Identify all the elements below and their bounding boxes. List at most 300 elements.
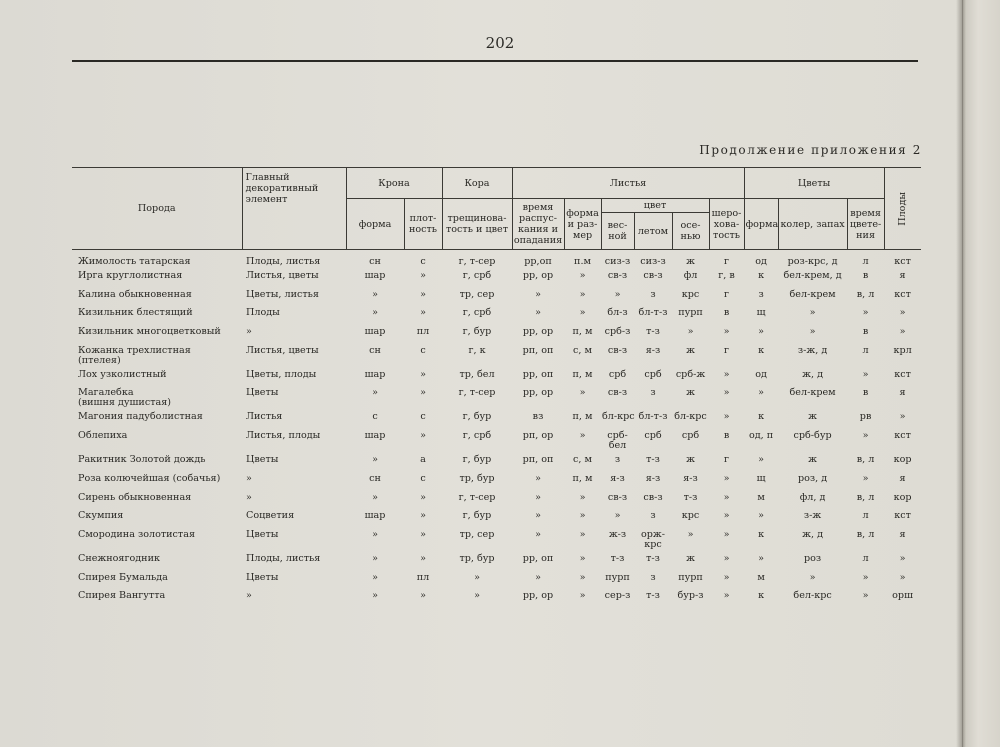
cell-vremya: рр, оп xyxy=(522,368,554,380)
cell-vremya-cveteniya: л xyxy=(862,552,869,564)
cell-vesnoy: бл-крс xyxy=(602,411,635,423)
cell-poroda: Кизильник блестящий xyxy=(78,307,193,319)
cell-vremya-cveteniya: » xyxy=(862,472,869,484)
cell-sherohovatost: » xyxy=(723,571,730,583)
cell-vremya: рр, оп xyxy=(522,552,554,564)
cell-vesnoy: пурп xyxy=(605,571,630,583)
cell-vremya-cveteniya: в xyxy=(862,387,869,399)
cell-plody: » xyxy=(899,326,906,338)
cell-vremya-cveteniya: в xyxy=(862,270,869,281)
cell-krona-forma: шар xyxy=(364,510,386,522)
cell-element: Цветы xyxy=(246,571,279,583)
cell-plody: » xyxy=(899,411,906,423)
cell-sherohovatost: в xyxy=(723,307,730,319)
cell-cvety-forma: » xyxy=(758,552,765,564)
cell-cvety-forma: щ xyxy=(756,307,766,319)
cell-osenyu: » xyxy=(687,528,694,540)
cell-krona-plotnost: » xyxy=(420,288,426,300)
cell-sherohovatost: г, в xyxy=(718,270,735,281)
cell-koler: бел-крс xyxy=(793,590,832,602)
cell-krona-plotnost: » xyxy=(420,430,426,442)
table-row xyxy=(72,431,921,455)
cell-vesnoy: я-з xyxy=(610,472,625,484)
cell-krona-plotnost: с xyxy=(420,344,426,356)
cell-krona-plotnost: » xyxy=(420,368,426,380)
cell-forma-razmer: » xyxy=(579,510,586,522)
cell-sherohovatost: г xyxy=(724,454,730,466)
table-row xyxy=(72,346,921,370)
cell-koler: » xyxy=(809,571,816,583)
cell-letom: св-з xyxy=(643,270,663,281)
header-listya: Листья xyxy=(512,168,744,199)
cell-element: Соцветия xyxy=(246,510,295,522)
cell-poroda: Ракитник Золотой дождь xyxy=(78,454,206,466)
cell-cvety-forma: » xyxy=(758,454,765,466)
cell-koler: роз xyxy=(804,552,822,564)
cell-sherohovatost: » xyxy=(723,510,730,522)
cell-osenyu: » xyxy=(687,326,694,338)
cell-krona-forma: сн xyxy=(369,472,381,484)
cell-vesnoy: » xyxy=(614,288,621,300)
cell-vesnoy: ж-з xyxy=(608,528,627,540)
cell-osenyu: срб-ж xyxy=(675,368,706,380)
cell-vremya: вз xyxy=(532,411,544,423)
cell-forma-razmer: п, м xyxy=(572,472,593,484)
page-number: 202 xyxy=(485,34,515,52)
cell-cvety-forma: од, п xyxy=(748,430,774,442)
cell-vremya: рп, оп xyxy=(522,454,554,466)
cell-cvety-forma: м xyxy=(757,571,765,583)
cell-koler: з-ж, д xyxy=(797,344,828,356)
cell-forma-razmer: п.м xyxy=(574,256,591,267)
cell-poroda: Калина обыкновенная xyxy=(78,288,192,300)
table-row xyxy=(72,308,921,327)
cell-vremya: » xyxy=(535,571,541,583)
cell-krona-plotnost: пл xyxy=(416,326,430,338)
cell-plody: кст xyxy=(894,256,911,267)
cell-poroda: Облепиха xyxy=(78,430,128,442)
cell-kora: г, бур xyxy=(462,454,492,466)
cell-letom: сиз-з xyxy=(640,256,666,267)
cell-kora: » xyxy=(474,590,480,602)
cell-koler: з-ж xyxy=(803,510,822,522)
cell-letom: з xyxy=(650,288,656,300)
cell-vremya: » xyxy=(535,288,541,300)
book-binding xyxy=(956,0,966,747)
header-koler-zapah: колер, запах xyxy=(778,199,847,250)
cell-vremya-cveteniya: » xyxy=(862,430,869,442)
cell-krona-plotnost: » xyxy=(420,528,426,540)
cell-krona-plotnost: » xyxy=(420,590,426,602)
cell-cvety-forma: од xyxy=(755,368,767,380)
cell-krona-forma: » xyxy=(372,454,378,466)
cell-poroda: Снежноягодник xyxy=(78,552,160,564)
cell-letom: я-з xyxy=(645,344,661,356)
header-krona-forma: форма xyxy=(346,199,404,250)
cell-element: » xyxy=(246,491,252,503)
cell-cvety-forma: » xyxy=(758,510,765,522)
cell-sherohovatost: г xyxy=(724,344,730,356)
cell-forma-razmer: » xyxy=(579,387,586,399)
cell-letom: орж- крс xyxy=(641,528,665,550)
cell-vremya-cveteniya: » xyxy=(862,368,869,380)
cell-vesnoy: т-з xyxy=(610,552,625,564)
cell-vesnoy: » xyxy=(614,510,621,522)
cell-kora: г, т-сер xyxy=(458,491,496,503)
cell-vremya: рр,оп xyxy=(524,256,552,267)
cell-element: Плоды, листья xyxy=(246,256,321,267)
cell-krona-forma: » xyxy=(372,552,378,564)
header-osenyu: осе-нью xyxy=(672,213,709,250)
cell-letom: бл-т-з xyxy=(638,307,668,319)
cell-vremya: рп, оп xyxy=(522,344,554,356)
cell-krona-plotnost: а xyxy=(420,454,426,466)
cell-plody: кст xyxy=(894,510,911,522)
table-row xyxy=(72,591,921,609)
cell-krona-forma: » xyxy=(372,491,378,503)
cell-cvety-forma: » xyxy=(758,387,765,399)
cell-vremya: рп, ор xyxy=(522,430,554,442)
header-sherohovatost: шеро-хова-тость xyxy=(709,199,744,250)
species-table xyxy=(72,167,921,609)
cell-vremya: » xyxy=(535,528,541,540)
cell-kora: г, т-сер xyxy=(458,256,496,267)
cell-poroda: Магония падуболистная xyxy=(78,411,203,423)
cell-plody: кст xyxy=(894,368,911,380)
cell-cvety-forma: к xyxy=(758,528,765,540)
cell-forma-razmer: с, м xyxy=(573,344,592,356)
cell-cvety-forma: к xyxy=(758,344,765,356)
cell-krona-plotnost: » xyxy=(420,552,426,564)
cell-forma-razmer: » xyxy=(579,491,586,503)
cell-krona-forma: » xyxy=(372,307,378,319)
cell-forma-razmer: » xyxy=(579,270,586,281)
cell-krona-forma: шар xyxy=(364,326,386,338)
cell-element: Листья, плоды xyxy=(246,430,321,442)
cell-forma-razmer: » xyxy=(579,590,586,602)
cell-sherohovatost: » xyxy=(723,411,730,423)
cell-element: Цветы xyxy=(246,387,279,399)
cell-koler: » xyxy=(809,307,816,319)
header-cvety: Цветы xyxy=(744,168,884,199)
cell-vesnoy: св-з xyxy=(607,344,628,356)
header-vremya-cveteniya: время цвете-ния xyxy=(847,199,884,250)
cell-koler: срб-бур xyxy=(793,430,832,442)
cell-sherohovatost: в xyxy=(723,430,730,442)
cell-koler: » xyxy=(809,326,816,338)
cell-sherohovatost: » xyxy=(723,387,730,399)
cell-poroda: Ирга круглолистная xyxy=(78,270,183,281)
cell-krona-forma: сн xyxy=(369,256,381,267)
cell-osenyu: бур-з xyxy=(677,590,704,602)
cell-poroda: Сирень обыкновенная xyxy=(78,491,192,503)
next-page-edge xyxy=(962,0,1000,747)
cell-cvety-forma: щ xyxy=(756,472,766,484)
table-row xyxy=(72,530,921,554)
cell-poroda: Скумпия xyxy=(78,510,124,522)
table-row xyxy=(72,493,921,512)
cell-krona-forma: сн xyxy=(369,344,381,356)
cell-forma-razmer: с, м xyxy=(573,454,592,466)
cell-plody: крл xyxy=(893,344,912,356)
cell-kora: тр, сер xyxy=(459,288,495,300)
cell-cvety-forma: к xyxy=(758,270,765,281)
cell-plody: кор xyxy=(893,491,912,503)
cell-vesnoy: срб- бел xyxy=(607,430,628,452)
cell-letom: срб xyxy=(644,368,662,380)
table-row xyxy=(72,370,921,389)
cell-vremya: » xyxy=(535,307,541,319)
cell-poroda: Кожанка трехлистная (птелея) xyxy=(78,344,191,366)
cell-poroda: Роза колючейшая (собачья) xyxy=(78,472,221,484)
cell-element: » xyxy=(246,326,252,338)
cell-vremya-cveteniya: л xyxy=(862,510,869,522)
cell-koler: фл, д xyxy=(799,491,826,503)
cell-element: Плоды xyxy=(246,307,280,319)
table-row xyxy=(72,388,921,412)
cell-osenyu: ж xyxy=(686,387,695,399)
cell-krona-plotnost: с xyxy=(420,411,426,423)
cell-vremya: » xyxy=(535,472,541,484)
cell-element: Листья, цветы xyxy=(246,344,319,356)
cell-osenyu: бл-крс xyxy=(674,411,707,423)
cell-letom: св-з xyxy=(643,491,663,503)
cell-letom: з xyxy=(650,510,656,522)
cell-vesnoy: срб xyxy=(608,368,627,380)
cell-sherohovatost: » xyxy=(723,368,730,380)
cell-koler: ж, д xyxy=(802,528,823,540)
cell-osenyu: срб xyxy=(681,430,700,442)
cell-vremya: рр, ор xyxy=(522,326,554,338)
cell-plody: я xyxy=(899,387,906,399)
cell-kora: г, срб xyxy=(462,430,492,442)
cell-forma-razmer: » xyxy=(579,307,586,319)
cell-vremya: » xyxy=(535,491,541,503)
cell-element: Цветы xyxy=(246,528,279,540)
table-row xyxy=(72,290,921,309)
cell-osenyu: я-з xyxy=(683,472,698,484)
cell-plody: кор xyxy=(893,454,912,466)
cell-poroda: Жимолость татарская xyxy=(78,256,191,267)
cell-vesnoy: св-з xyxy=(607,491,628,503)
cell-sherohovatost: » xyxy=(723,552,730,564)
cell-letom: я-з xyxy=(645,472,661,484)
cell-plody: » xyxy=(899,307,906,319)
cell-koler: бел-крем xyxy=(789,288,836,300)
cell-kora: г, бур xyxy=(462,510,492,522)
header-cvety-forma: форма xyxy=(744,199,778,250)
cell-letom: т-з xyxy=(646,454,660,466)
cell-krona-forma: » xyxy=(372,387,378,399)
cell-vesnoy: бл-з xyxy=(607,307,628,319)
cell-letom: срб xyxy=(644,430,662,442)
cell-krona-plotnost: » xyxy=(420,491,426,503)
cell-element: Цветы, листья xyxy=(246,288,319,300)
cell-poroda: Спирея Вангутта xyxy=(78,590,166,602)
cell-vremya-cveteniya: в xyxy=(862,326,869,338)
cell-element: » xyxy=(246,472,252,484)
cell-element: » xyxy=(246,590,252,602)
cell-vremya: » xyxy=(535,510,541,522)
cell-forma-razmer: » xyxy=(579,430,586,442)
cell-vremya: рр, ор xyxy=(522,590,554,602)
header-poroda: Порода xyxy=(72,168,242,250)
cell-osenyu: крс xyxy=(681,510,700,522)
cell-kora: » xyxy=(474,571,480,583)
cell-forma-razmer: п, м xyxy=(572,368,593,380)
cell-plody: кст xyxy=(894,288,911,300)
header-krona-plotnost: плот-ность xyxy=(404,199,442,250)
header-kora-treschinovatost: трещинова-тость и цвет xyxy=(442,199,512,250)
cell-cvety-forma: » xyxy=(758,326,765,338)
cell-letom: т-з xyxy=(646,552,660,564)
cell-krona-plotnost: » xyxy=(420,510,426,522)
cell-vremya-cveteniya: в, л xyxy=(856,454,875,466)
cell-plody: » xyxy=(899,552,906,564)
cell-letom: т-з xyxy=(646,326,660,338)
cell-sherohovatost: » xyxy=(723,590,730,602)
cell-vesnoy: сер-з xyxy=(604,590,631,602)
cell-osenyu: ж xyxy=(686,552,695,564)
header-cvet: цвет xyxy=(601,199,709,213)
cell-kora: г, бур xyxy=(462,326,492,338)
table-row xyxy=(72,511,921,530)
cell-cvety-forma: од xyxy=(755,256,767,267)
table-row xyxy=(72,573,921,592)
cell-vesnoy: св-з xyxy=(607,270,628,281)
cell-kora: тр, бур xyxy=(459,552,495,564)
cell-krona-plotnost: » xyxy=(420,270,426,281)
cell-vremya-cveteniya: л xyxy=(862,344,869,356)
cell-koler: ж xyxy=(808,454,817,466)
header-element: Главный декоративный элемент xyxy=(242,168,346,250)
cell-vremya-cveteniya: рв xyxy=(859,411,872,423)
cell-vremya-cveteniya: » xyxy=(862,307,869,319)
cell-koler: бел-крем, д xyxy=(783,270,842,281)
cell-sherohovatost: » xyxy=(723,326,730,338)
header-forma-razmer: форма и раз-мер xyxy=(564,199,601,250)
cell-koler: бел-крем xyxy=(789,387,836,399)
cell-kora: г, бур xyxy=(462,411,492,423)
cell-plody: я xyxy=(899,270,906,281)
cell-kora: г, срб xyxy=(462,270,492,281)
cell-krona-plotnost: » xyxy=(420,387,426,399)
cell-vremya-cveteniya: » xyxy=(862,590,869,602)
cell-vremya-cveteniya: » xyxy=(862,571,869,583)
cell-kora: тр, сер xyxy=(459,528,495,540)
cell-osenyu: ж xyxy=(686,344,695,356)
cell-letom: бл-т-з xyxy=(638,411,668,423)
cell-krona-plotnost: » xyxy=(420,307,426,319)
cell-osenyu: крс xyxy=(681,288,700,300)
cell-krona-forma: » xyxy=(372,288,378,300)
cell-sherohovatost: » xyxy=(723,528,730,540)
cell-vremya: рр, ор xyxy=(522,270,554,281)
cell-koler: ж xyxy=(808,411,817,423)
cell-plody: орш xyxy=(892,590,913,602)
cell-sherohovatost: г xyxy=(724,288,730,300)
cell-koler: роз, д xyxy=(798,472,828,484)
header-plody xyxy=(884,168,921,250)
cell-osenyu: ж xyxy=(686,256,695,267)
cell-element: Цветы, плоды xyxy=(246,368,317,380)
cell-poroda: Кизильник многоцветковый xyxy=(78,326,221,338)
cell-krona-forma: шар xyxy=(364,270,386,281)
cell-forma-razmer: » xyxy=(579,552,586,564)
cell-element: Цветы xyxy=(246,454,279,466)
cell-cvety-forma: з xyxy=(758,288,764,300)
cell-kora: г, к xyxy=(468,344,486,356)
cell-kora: тр, бур xyxy=(459,472,495,484)
cell-element: Листья, цветы xyxy=(246,270,319,281)
cell-koler: роз-крс, д xyxy=(787,256,838,267)
continuation-caption: Продолжение приложения 2 xyxy=(699,143,922,157)
cell-letom: з xyxy=(650,387,656,399)
cell-krona-forma: » xyxy=(372,590,378,602)
cell-vremya-cveteniya: в, л xyxy=(856,288,875,300)
cell-krona-forma: » xyxy=(372,528,378,540)
cell-krona-forma: » xyxy=(372,571,378,583)
header-krona: Крона xyxy=(346,168,442,199)
cell-cvety-forma: к xyxy=(758,590,765,602)
cell-vremya-cveteniya: в, л xyxy=(856,491,875,503)
cell-osenyu: ж xyxy=(686,454,695,466)
cell-poroda: Магалебка (вишня душистая) xyxy=(78,387,172,409)
cell-osenyu: пурп xyxy=(678,307,703,319)
cell-cvety-forma: м xyxy=(757,491,765,503)
cell-forma-razmer: п, м xyxy=(572,326,593,338)
cell-letom: з xyxy=(650,571,656,583)
cell-kora: г, срб xyxy=(462,307,492,319)
cell-poroda: Лох узколистный xyxy=(78,368,167,380)
cell-plody: я xyxy=(899,528,906,540)
cell-forma-razmer: » xyxy=(579,571,586,583)
cell-forma-razmer: » xyxy=(579,528,586,540)
table-row xyxy=(72,271,921,290)
cell-forma-razmer: » xyxy=(579,288,586,300)
cell-kora: тр, бел xyxy=(459,368,495,380)
header-vesnoy: вес-ной xyxy=(601,213,634,250)
cell-element: Плоды, листья xyxy=(246,552,321,564)
cell-vremya-cveteniya: в, л xyxy=(856,528,875,540)
cell-krona-plotnost: пл xyxy=(416,571,430,583)
cell-plody: кст xyxy=(894,430,911,442)
table-row xyxy=(72,455,921,474)
cell-vesnoy: сиз-з xyxy=(604,256,631,267)
cell-poroda: Смородина золотистая xyxy=(78,528,195,540)
cell-plody: » xyxy=(899,571,906,583)
cell-vesnoy: з xyxy=(614,454,621,466)
cell-letom: т-з xyxy=(646,590,660,602)
cell-sherohovatost: » xyxy=(723,491,730,503)
cell-cvety-forma: к xyxy=(758,411,765,423)
cell-vesnoy: св-з xyxy=(607,387,628,399)
top-rule xyxy=(72,60,918,62)
cell-vesnoy: срб-з xyxy=(604,326,631,338)
cell-sherohovatost: г xyxy=(724,256,730,267)
header-letom: летом xyxy=(634,213,672,250)
table-row xyxy=(72,554,921,573)
header-kora: Кора xyxy=(442,168,512,199)
header-plody-label: Плоды xyxy=(897,191,909,226)
cell-element: Листья xyxy=(246,411,283,423)
cell-krona-plotnost: с xyxy=(420,472,426,484)
cell-kora: г, т-сер xyxy=(458,387,496,399)
cell-krona-plotnost: с xyxy=(420,256,426,267)
cell-krona-forma: шар xyxy=(364,368,386,380)
cell-osenyu: т-з xyxy=(683,491,698,503)
cell-poroda: Спирея Бумальда xyxy=(78,571,168,583)
